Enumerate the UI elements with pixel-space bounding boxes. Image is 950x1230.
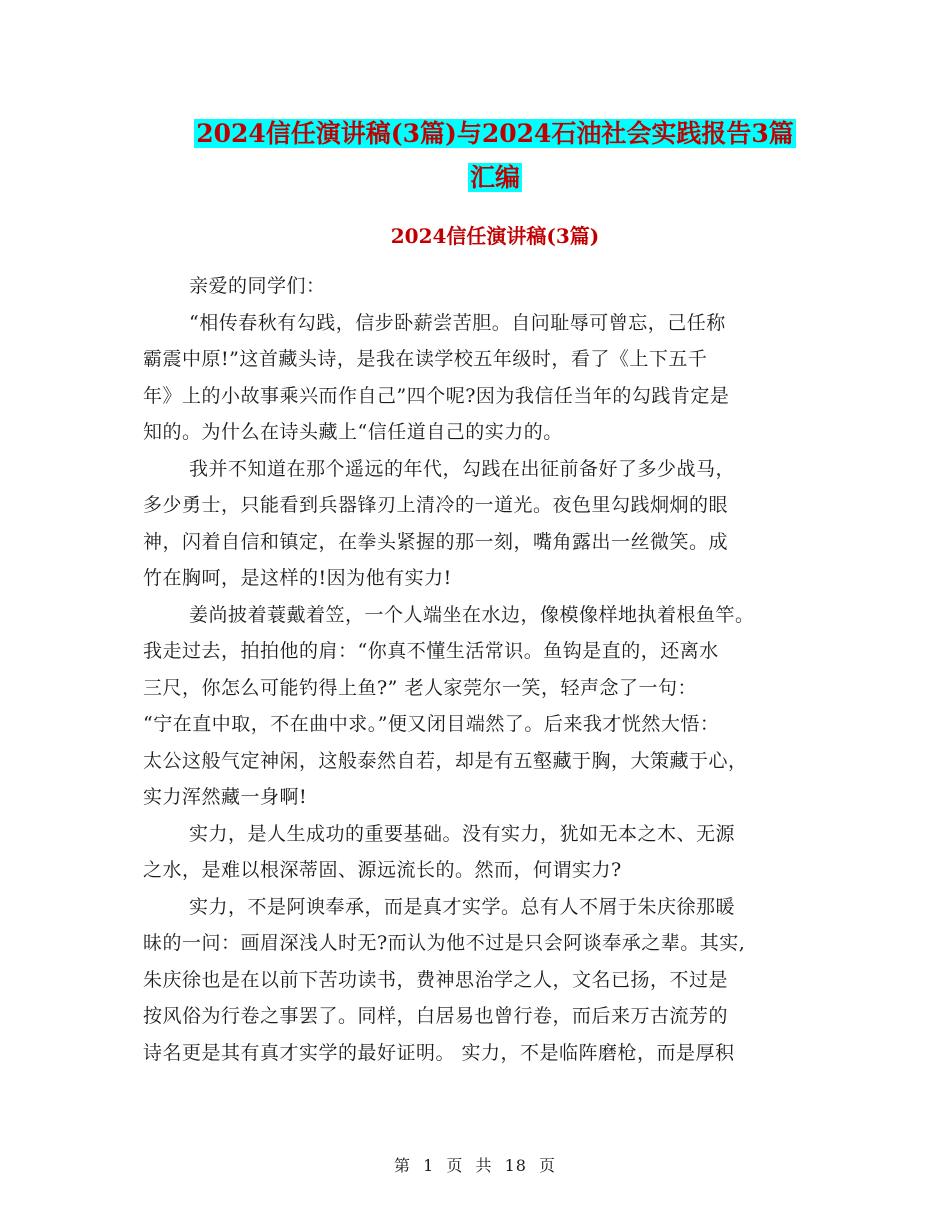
footer-page-number: 1 (423, 1156, 435, 1175)
text-line: 姜尚披着蓑戴着笠，一个人端坐在水边，像模像样地执着根鱼竿。 (189, 603, 755, 626)
text-line: 实力浑然藏一身啊! (143, 786, 308, 808)
text-line: 我并不知道在那个遥远的年代，勾践在出征前备好了多少战马， (189, 457, 736, 480)
text-line: 霸震中原!”这首藏头诗，是我在读学校五年级时，看了《上下五千 (143, 348, 708, 370)
body-text (143, 268, 808, 1071)
text-line: 竹在胸呵，是这样的!因为他有实力! (143, 567, 452, 589)
text-line: 诗名更是其有真才实学的最好证明。 实力，不是临阵磨枪，而是厚积 (143, 1041, 735, 1064)
title-line-2: 汇编 (469, 163, 520, 192)
text-line: 昧的一问：画眉深浅人时无?而认为他不过是只会阿谈奉承之辈。其实, (143, 932, 746, 954)
text-line: 神，闪着自信和镇定，在拳头紧握的那一刻，嘴角露出一丝微笑。成 (143, 530, 729, 553)
footer-total-word: 共 (475, 1156, 493, 1175)
text-line: 实力，是人生成功的重要基础。没有实力，犹如无本之木、无源 (189, 822, 736, 845)
text-line: “相传春秋有勾践，信步卧薪尝苦胆。自问耻辱可曾忘，己任称 (189, 311, 726, 334)
text-line: 多少勇士，只能看到兵器锋刃上清冷的一道光。夜色里勾践炯炯的眼 (143, 494, 729, 516)
text-line: 年》上的小故事乘兴而作自己”四个呢?因为我信任当年的勾践肯定是 (143, 384, 730, 407)
text-line: 朱庆徐也是在以前下苦功读书，费神思治学之人，文名已扬，不过是 (143, 968, 729, 991)
document-title (140, 112, 850, 200)
text-line: 之水，是难以根深蒂固、源远流长的。然而，何谓实力? (143, 859, 622, 881)
footer-total-pages: 18 (504, 1156, 527, 1175)
title-line-1: 2024信任演讲稿(3篇)与2024石油社会实践报告3篇 (196, 119, 794, 148)
footer-page-word: 页 (446, 1156, 464, 1175)
text-line: 三尺，你怎么可能钓得上鱼?” 老人家莞尔一笑，轻声念了一句： (143, 676, 697, 699)
text-line: 太公这般气定神闲，这般泰然自若，却是有五壑藏于胸，大策藏于心， (143, 749, 748, 772)
section-title: 2024信任演讲稿(3篇) (390, 224, 600, 248)
text-line: 实力，不是阿谀奉承，而是真才实学。总有人不屑于朱庆徐那暖 (189, 895, 736, 918)
text-line: “宁在直中取，不在曲中求。”便又闭目端然了。后来我才恍然大悟： (143, 713, 720, 735)
footer-prefix: 第 (393, 1156, 411, 1175)
text-line: 知的。为什么在诗头藏上“信任道自己的实力的。 (143, 421, 563, 443)
page-footer (0, 1153, 950, 1176)
text-line: 按风俗为行卷之事罢了。同样，白居易也曾行卷，而后来万古流芳的 (143, 1005, 729, 1027)
text-line: 亲爱的同学们： (189, 275, 326, 297)
text-line: 我走过去，拍拍他的肩：“你真不懂生活常识。鱼钩是直的，还离水 (143, 640, 719, 662)
footer-suffix: 页 (539, 1156, 557, 1175)
